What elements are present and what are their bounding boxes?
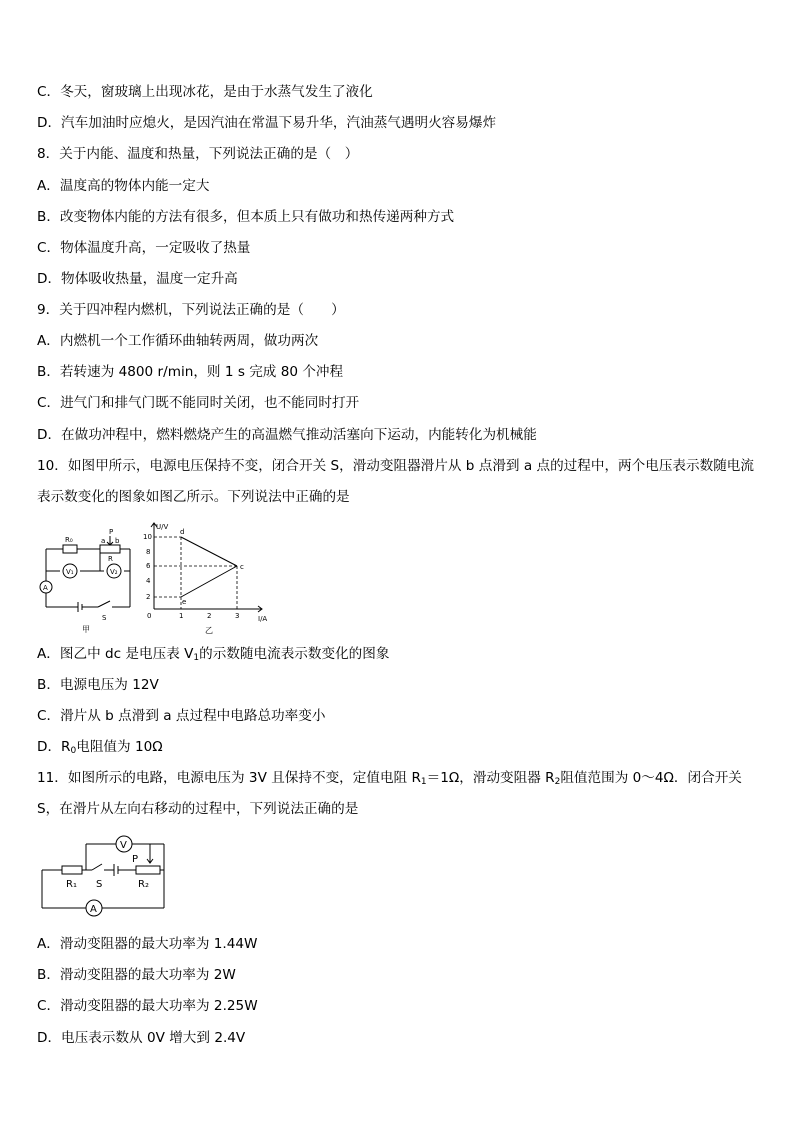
line-dc xyxy=(181,537,237,566)
y-tick-6: 6 xyxy=(146,562,151,570)
q7-option-d: D．汽车加油时应熄火，是因汽油在常温下易升华，汽油蒸气遇明火容易爆炸 xyxy=(37,115,497,131)
point-d-label: d xyxy=(180,528,185,536)
q7-option-c: C．冬天，窗玻璃上出现冰花，是由于水蒸气发生了液化 xyxy=(37,84,373,100)
q10-option-d: D．$R_0$电阻值为 10Ω xyxy=(37,739,163,756)
q11-option-b: B．滑动变阻器的最大功率为 2W xyxy=(37,967,236,983)
label-p: P xyxy=(132,854,139,865)
label-p: P xyxy=(109,528,114,536)
y-tick-2: 2 xyxy=(146,593,151,601)
x-axis-label: I/A xyxy=(258,615,268,623)
caption-jia: 甲 xyxy=(82,625,90,634)
q10-option-c: C．滑片从 b 点滑到 a 点过程中电路总功率变小 xyxy=(37,708,326,724)
q11-circuit-figure xyxy=(38,830,172,928)
q9-option-a: A．内燃机一个工作循环曲轴转两周，做功两次 xyxy=(37,333,319,349)
q11-option-a: A．滑动变阻器的最大功率为 1.44W xyxy=(37,936,258,952)
q9-option-b: B．若转速为 4800 r/min，则 1 s 完成 80 个冲程 xyxy=(37,364,344,380)
q10-stem-line2: 表示数变化的图象如图乙所示。下列说法中正确的是 xyxy=(37,489,350,505)
q10-stem-line1: 10．如图甲所示，电源电压保持不变，闭合开关 S，滑动变阻器滑片从 b 点滑到 a 点的过程中，两个电压表示数随电流 xyxy=(37,458,754,474)
label-v: V xyxy=(120,840,127,851)
label-a: A xyxy=(90,904,97,915)
label-s: S xyxy=(96,879,103,890)
label-v2: V₂ xyxy=(110,568,118,576)
label-ammeter: A xyxy=(43,584,48,592)
line-ec xyxy=(181,566,237,597)
point-c-label: c xyxy=(240,563,244,571)
y-tick-10: 10 xyxy=(143,533,152,541)
label-r2: R₂ xyxy=(138,879,149,890)
q8-option-d: D．物体吸收热量，温度一定升高 xyxy=(37,271,238,287)
q11-stem-line1: 11．如图所示的电路，电源电压为 3V 且保持不变，定值电阻 $R_1=1\Omega$，滑动变阻器 $R_2$阻值范围为 0～4Ω．闭合开关 xyxy=(37,770,742,787)
y-axis-label: U/V xyxy=(156,523,169,531)
label-r: R xyxy=(108,555,113,563)
q9-option-d: D．在做功冲程中，燃料燃烧产生的高温燃气推动活塞向下运动，内能转化为机械能 xyxy=(37,427,537,443)
q9-stem: 9．关于四冲程内燃机，下列说法正确的是（ ） xyxy=(37,302,345,318)
label-v1: V₁ xyxy=(66,568,74,576)
x-tick-3: 3 xyxy=(235,612,240,620)
q10-option-a: A．图乙中 dc 是电压表 $V_1$的示数随电流表示数变化的图象 xyxy=(37,646,390,663)
label-switch: S xyxy=(102,614,107,622)
q9-option-c: C．进气门和排气门既不能同时关闭，也不能同时打开 xyxy=(37,395,360,411)
caption-yi: 乙 xyxy=(205,626,213,635)
q8-option-a: A．温度高的物体内能一定大 xyxy=(37,178,210,194)
x-tick-1: 1 xyxy=(179,612,184,620)
label-r1: R₁ xyxy=(66,879,77,890)
label-r0: R₀ xyxy=(65,536,73,544)
x-tick-2: 2 xyxy=(207,612,212,620)
q11-option-d: D．电压表示数从 0V 增大到 2.4V xyxy=(37,1030,246,1046)
label-b: b xyxy=(115,537,120,545)
q11-option-c: C．滑动变阻器的最大功率为 2.25W xyxy=(37,998,258,1014)
q10-circuit-figure xyxy=(38,524,138,640)
q8-option-b: B．改变物体内能的方法有很多，但本质上只有做功和热传递两种方式 xyxy=(37,209,455,225)
q10-graph-figure xyxy=(140,517,270,641)
q8-stem: 8．关于内能、温度和热量，下列说法正确的是（ ） xyxy=(37,146,359,162)
label-a: a xyxy=(101,537,106,545)
origin-label: 0 xyxy=(147,612,152,620)
point-e-label: e xyxy=(182,598,187,606)
y-tick-4: 4 xyxy=(146,577,151,585)
q10-option-b: B．电源电压为 12V xyxy=(37,677,159,693)
y-tick-8: 8 xyxy=(146,548,151,556)
q11-stem-line2: S，在滑片从左向右移动的过程中，下列说法正确的是 xyxy=(37,801,359,817)
q8-option-c: C．物体温度升高，一定吸收了热量 xyxy=(37,240,251,256)
